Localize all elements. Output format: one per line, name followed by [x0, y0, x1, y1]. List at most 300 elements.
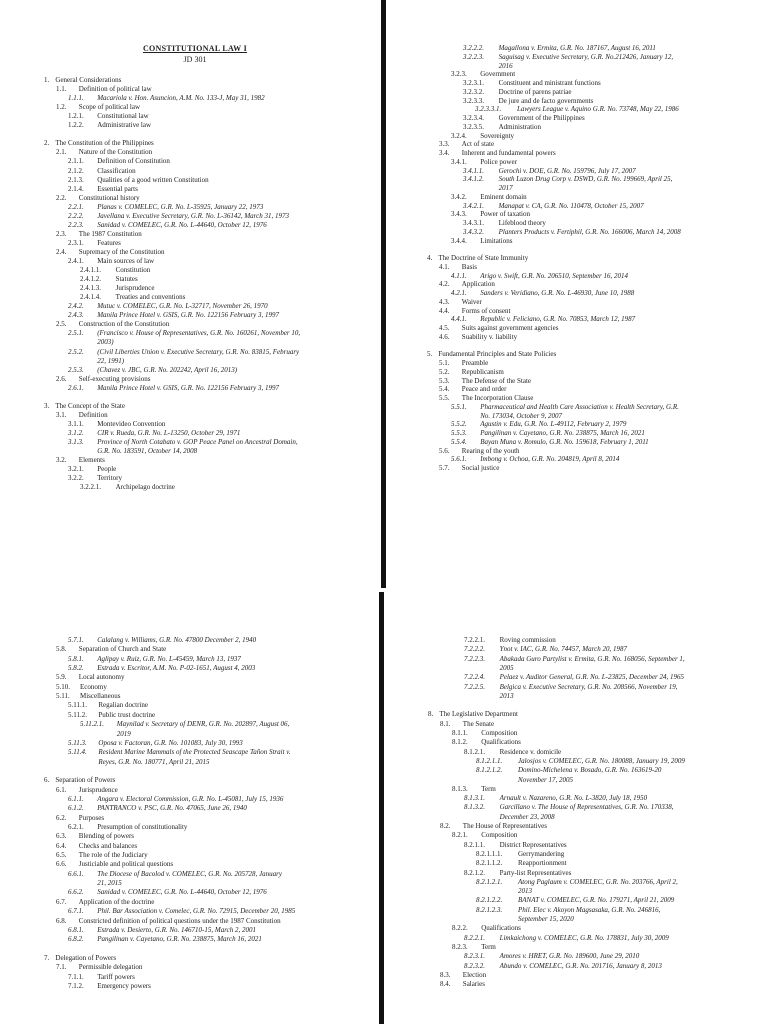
- entry-text: Blending of powers: [78, 832, 135, 841]
- entry-number: 6.1.1.: [68, 794, 84, 803]
- outline-entry: [68, 429, 240, 438]
- entry-number: 7.2.2.5.: [464, 682, 485, 691]
- entry-number: 5.9.: [56, 673, 67, 682]
- entry-text: Composition: [481, 729, 518, 737]
- entry-text: Maynilad v. Secretary of DENR, G.R. No. 202897, August 06,: [116, 720, 290, 729]
- entry-number: 6.1.: [56, 785, 67, 794]
- outline-entry: [439, 377, 531, 386]
- entry-number: 8.2.3.1.: [464, 952, 485, 961]
- entry-number: 3.2.3.3.: [463, 96, 484, 105]
- entry-number: 3.4.1.2.: [463, 175, 484, 184]
- entry-text: Roving commission: [499, 636, 556, 644]
- entry-text: Application of the doctrine: [78, 897, 155, 906]
- entry-number: 1.: [44, 76, 50, 84]
- entry-text: Planas v. COMELEC, G.R. No. L-35925, January 22, 1973: [97, 202, 264, 211]
- entry-text: Rearing of the youth: [461, 446, 520, 455]
- entry-text: Local autonomy: [78, 673, 125, 682]
- entry-text: Arnault v. Nazareno, G.R. No. L-3820, July 18, 1950: [499, 794, 648, 803]
- entry-text: Qualifications: [481, 924, 521, 933]
- outline-entry-continuation: [463, 62, 513, 71]
- outline-entry: [80, 275, 138, 284]
- entry-number: 5.: [427, 350, 433, 359]
- entry-number: 8.1.3.2.: [464, 803, 485, 812]
- entry-number: 2.1.: [56, 148, 67, 157]
- entry-text: Public trust doctrine: [98, 710, 156, 719]
- entry-text: Constitution: [115, 266, 151, 275]
- entry-number: 5.8.2.: [68, 664, 84, 673]
- outline-entry-continuation: [463, 184, 513, 193]
- entry-text: Application: [461, 280, 495, 289]
- entry-number: 5.11.1.: [68, 701, 87, 710]
- entry-number: 5.5.3.: [451, 429, 467, 437]
- entry-text: Bayan Muna v. Romulo, G.R. No. 159618, February 1, 2011: [480, 437, 649, 446]
- entry-number: 8.2.1.2.: [464, 868, 485, 877]
- entry-text: 22, 1991): [97, 356, 125, 365]
- entry-number: 3.4.4.: [451, 236, 467, 245]
- entry-number: 6.2.1.: [68, 823, 84, 831]
- outline-entry: [68, 739, 243, 748]
- entry-number: 7.1.: [56, 963, 67, 972]
- entry-text: Government of the Philippines: [498, 114, 585, 122]
- entry-number: 7.2.2.4.: [464, 673, 485, 682]
- entry-number: 4.2.: [439, 280, 450, 289]
- outline-entry: [68, 239, 121, 248]
- entry-text: Abakada Guro Partylist v. Ermita, G.R. No. 168056, September 1,: [499, 654, 685, 663]
- outline-entry: [440, 980, 485, 989]
- outline-entry: [68, 870, 282, 879]
- entry-number: 2.4.1.3.: [80, 284, 101, 293]
- entry-text: Scope of political law: [78, 103, 141, 112]
- entry-text: Sovereignty: [480, 131, 515, 140]
- outline-entry: [68, 94, 265, 103]
- outline-entry: [451, 237, 512, 246]
- outline-entry: [439, 368, 504, 377]
- outline-spacer: [427, 342, 436, 351]
- entry-text: Nature of the Constitution: [78, 148, 153, 157]
- outline-entry: [68, 311, 279, 320]
- outline-entry: [80, 284, 154, 293]
- entry-number: 7.1.2.: [68, 981, 84, 990]
- entry-text: Jurisprudence: [115, 284, 155, 293]
- entry-number: 5.4.: [439, 385, 450, 394]
- entry-text: Constitutional history: [78, 193, 140, 202]
- entry-number: 6.5.: [56, 851, 67, 860]
- entry-number: 8.1.: [440, 719, 451, 728]
- entry-number: 2.2.3.: [68, 220, 84, 229]
- entry-number: 2.4.: [56, 247, 67, 256]
- outline-entry: [56, 692, 120, 701]
- outline-entry-continuation: [464, 813, 555, 822]
- entry-text: Forms of consent: [461, 306, 511, 315]
- outline-entry: [464, 869, 571, 878]
- outline-entry: [439, 280, 495, 289]
- entry-number: 6.2.: [56, 813, 67, 822]
- outline-entry: [80, 293, 185, 302]
- entry-text: General Considerations: [55, 76, 122, 84]
- entry-text: Purposes: [78, 813, 105, 822]
- entry-text: Inherent and fundamental powers: [461, 149, 556, 157]
- entry-text: PANTRANCO v. PSC, G.R. No. 47065, June 26, 1940: [97, 804, 247, 813]
- entry-text: Pharmaceutical and Health Care Association v. Health Secretary, G.R.: [480, 402, 679, 411]
- entry-number: 3.4.3.2.: [463, 227, 484, 236]
- outline-entry: [68, 701, 148, 710]
- entry-text: Separation of Powers: [55, 776, 116, 785]
- entry-text: Calalang v. Williams, G.R. No. 47800 December 2, 1940: [97, 636, 257, 644]
- entry-number: 7.2.2.3.: [464, 654, 485, 663]
- entry-text: Suability v. liability: [461, 332, 518, 341]
- entry-number: 2.6.1.: [68, 383, 84, 392]
- outline-entry: [68, 973, 135, 982]
- outline-entry: [464, 803, 674, 812]
- outline-entry: [44, 402, 125, 411]
- entry-number: 2.4.3.: [68, 311, 84, 320]
- entry-text: Features: [97, 238, 121, 247]
- outline-entry: [68, 257, 154, 266]
- outline-entry: [68, 384, 279, 393]
- entry-text: 2016: [498, 61, 513, 70]
- entry-text: Waiver: [461, 297, 482, 306]
- entry-text: Pangilinan v. Cayetano, G.R. No. 238875, March 16, 2021: [480, 429, 645, 437]
- outline-entry: [463, 202, 644, 211]
- outline-entry: [439, 464, 499, 473]
- outline-entry: [463, 228, 681, 237]
- entry-number: 7.: [44, 953, 50, 962]
- outline-entry: [68, 438, 298, 447]
- entry-number: 3.3.: [439, 140, 450, 149]
- entry-text: Constricted definition of political questions under the 1987 Constitution: [78, 916, 281, 925]
- entry-number: 1.2.2.: [68, 121, 84, 130]
- entry-text: Miscellaneous: [80, 692, 121, 701]
- entry-text: Atong Paglaum v. COMELEC, G.R. No. 203766, April 2,: [518, 877, 678, 886]
- outline-entry: [56, 194, 140, 203]
- outline-entry: [68, 888, 267, 897]
- outline-entry: [56, 230, 142, 239]
- outline-entry-continuation: [68, 357, 124, 366]
- entry-number: 5.5.2.: [451, 420, 467, 429]
- outline-entry: [439, 307, 510, 316]
- entry-text: Party-list Representatives: [499, 868, 572, 877]
- outline-entry: [463, 167, 636, 176]
- entry-text: Term: [481, 784, 496, 793]
- entry-text: Ynot v. IAC, G.R. No. 74457, March 20, 1987: [499, 645, 627, 654]
- entry-text: Social justice: [461, 464, 500, 472]
- outline-entry: [44, 139, 154, 148]
- entry-number: 3.2.3.5.: [463, 122, 484, 131]
- outline-entry: [68, 212, 289, 221]
- entry-text: Lawyers League v. Aquino G.R. No. 73748, May 22, 1986: [517, 105, 679, 114]
- entry-number: 3.4.3.: [451, 210, 467, 219]
- entry-number: 3.1.2.: [68, 428, 84, 437]
- entry-number: 1.2.1.: [68, 112, 84, 121]
- entry-number: 2.4.1.2.: [80, 275, 101, 284]
- outline-entry: [452, 943, 496, 952]
- entry-text: Saguisag v. Executive Secretary, G.R. No.212426, January 12,: [498, 52, 674, 61]
- entry-text: Pelaez v. Auditor General, G.R. No. L-23825, December 24, 1965: [499, 673, 685, 682]
- outline-entry: [56, 375, 151, 384]
- outline-entry: [56, 320, 169, 329]
- entry-text: Javellana v. Executive Secretary, G.R. No. L-36142, March 31, 1973: [97, 211, 289, 220]
- entry-text: The Incorporation Clause: [461, 394, 534, 402]
- entry-text: The Constitution of the Philippines: [55, 139, 154, 148]
- entry-number: 8.1.3.1.: [464, 794, 485, 803]
- outline-entry: [68, 804, 247, 813]
- outline-entry-continuation: [68, 447, 197, 456]
- entry-number: 4.2.1.: [451, 289, 467, 297]
- entry-number: 8.1.2.1.2.: [476, 766, 503, 775]
- entry-text: Main sources of law: [97, 257, 155, 265]
- outline-entry: [68, 176, 209, 185]
- outline-entry: [464, 636, 556, 645]
- entry-number: 5.11.2.1.: [80, 720, 104, 729]
- entry-text: Qualifications: [481, 738, 521, 747]
- entry-text: Angara v. Electoral Commission, G.R. No. L-45081, July 15, 1936: [97, 794, 284, 803]
- entry-text: Pangilinan v. Cayetano, G.R. No. 238875, March 16, 2021: [97, 935, 262, 944]
- outline-entry: [451, 315, 635, 324]
- entry-text: Act of state: [461, 140, 495, 149]
- entry-number: 6.4.: [56, 841, 67, 850]
- entry-text: Eminent domain: [480, 192, 527, 201]
- entry-number: 8.3.: [440, 970, 451, 979]
- entry-text: Resident Marine Mammals of the Protected Seascape Tañon Strait v.: [98, 748, 291, 757]
- entry-text: Police power: [480, 157, 517, 166]
- entry-text: Checks and balances: [78, 841, 138, 850]
- entry-text: The House of Representatives: [462, 822, 547, 830]
- outline-entry: [464, 673, 684, 682]
- outline-entry: [56, 814, 104, 823]
- outline-entry: [463, 88, 571, 97]
- outline-entry: [439, 140, 494, 149]
- entry-text: Domino-Michelena v. Bosado, G.R. No. 163619-20: [518, 766, 662, 775]
- outline-entry: [452, 924, 521, 933]
- entry-number: 2.2.1.: [68, 202, 84, 211]
- outline-entry: [68, 366, 237, 375]
- entry-number: 6.8.2.: [68, 935, 84, 944]
- outline-entry: [451, 272, 628, 281]
- entry-text: The Diocese of Bacolod v. COMELEC, G.R. No. 205728, January: [97, 869, 282, 878]
- entry-number: 8.: [428, 710, 434, 719]
- entry-text: 2013: [499, 691, 514, 700]
- entry-text: Macariola v. Hon. Asuncion, A.M. No. 133-J, May 31, 1982: [97, 94, 265, 103]
- outline-entry: [463, 53, 673, 62]
- entry-text: No. 173034, October 9, 2007: [480, 411, 563, 420]
- entry-number: 5.1.: [439, 359, 450, 367]
- entry-text: Magallona v. Ermita, G.R. No. 187167, August 16, 2011: [498, 44, 656, 52]
- outline-entry: [68, 167, 136, 176]
- entry-text: Tariff powers: [97, 972, 135, 981]
- entry-text: Amores v. HRET, G.R. No. 189600, June 29, 2010: [499, 952, 640, 961]
- entry-text: Administrative law: [97, 121, 152, 130]
- entry-text: De jure and de facto governments: [498, 96, 594, 105]
- entry-text: Montevideo Convention: [97, 419, 166, 428]
- entry-text: Treaties and conventions: [115, 293, 186, 302]
- outline-entry: [439, 333, 517, 342]
- entry-number: 1.1.: [56, 85, 67, 94]
- outline-entry: [68, 302, 268, 311]
- outline-spacer: [44, 767, 53, 776]
- entry-text: Garcillano v. The House of Representatives, G.R. No. 170338,: [499, 803, 674, 812]
- outline-entry-continuation: [68, 758, 209, 767]
- entry-text: Estrada v. Desierto, G.R. No. 146710-15, March 2, 2001: [97, 925, 257, 934]
- outline-entry: [463, 123, 541, 132]
- entry-text: Gerochi v. DOE, G.R. No. 159796, July 17, 2007: [498, 166, 636, 175]
- entry-text: 2013: [518, 887, 532, 896]
- outline-spacer: [427, 245, 436, 254]
- outline-entry: [439, 359, 488, 368]
- outline-entry: [439, 149, 556, 158]
- entry-text: Reyes, G.R. No. 180771, April 21, 2015: [98, 757, 210, 766]
- entry-number: 6.8.1.: [68, 925, 84, 934]
- entry-number: 3.4.2.: [451, 192, 467, 201]
- outline-entry-continuation: [464, 692, 514, 701]
- entry-number: 5.6.1.: [451, 455, 467, 464]
- entry-text: Estrada v. Escritor, A.M. No. P-02-1651, August 4, 2003: [97, 664, 256, 673]
- entry-text: Aglipay v. Ruiz, G.R. No. L-45459, March 13, 1937: [97, 654, 241, 663]
- outline-spacer: [44, 130, 53, 139]
- entry-number: 8.1.3.: [452, 784, 468, 793]
- entry-number: 6.: [44, 776, 50, 785]
- outline-spacer: [44, 393, 53, 402]
- entry-text: Manila Prince Hotel v. GSIS, G.R. No. 122156 February 3, 1997: [97, 311, 280, 320]
- outline-entry: [451, 132, 514, 141]
- entry-number: 2.4.1.1.: [80, 266, 101, 275]
- outline-entry: [68, 112, 149, 121]
- outline-entry: [56, 673, 124, 682]
- outline-entry: [68, 121, 151, 130]
- entry-text: Peace and order: [461, 385, 507, 394]
- outline-entry: [68, 982, 151, 991]
- entry-text: Definition of political law: [78, 85, 152, 94]
- outline-entry: [463, 44, 656, 53]
- entry-number: 2.: [44, 139, 50, 148]
- entry-text: Permissible delegation: [78, 963, 143, 972]
- entry-text: Composition: [481, 831, 518, 840]
- entry-number: 6.7.1.: [68, 907, 84, 916]
- entry-number: 5.11.2.: [68, 710, 87, 719]
- entry-text: Separation of Church and State: [78, 645, 167, 654]
- entry-number: 2.2.2.: [68, 211, 84, 220]
- entry-text: Regalian doctrine: [98, 701, 148, 710]
- entry-number: 8.1.2.: [452, 738, 468, 747]
- entry-number: 5.11.4.: [68, 748, 87, 757]
- outline-entry-continuation: [451, 412, 562, 421]
- outline-entry: [68, 664, 255, 673]
- entry-number: 8.2.3.: [452, 942, 468, 951]
- outline-entry: [56, 786, 118, 795]
- entry-text: The Concept of the State: [55, 401, 125, 410]
- entry-number: 5.10.: [56, 682, 70, 691]
- entry-number: 4.6.: [439, 332, 450, 341]
- outline-entry: [439, 298, 482, 307]
- entry-text: Economy: [80, 682, 107, 691]
- entry-text: Limkaichong v. COMELEC, G.R. No. 178831, July 30, 2009: [499, 933, 669, 942]
- entry-text: Gerrymandering: [518, 849, 565, 858]
- entry-text: 2003): [97, 338, 114, 347]
- entry-text: Definition: [78, 410, 108, 419]
- entry-number: 6.3.: [56, 832, 67, 841]
- outline-entry: [464, 934, 669, 943]
- outline-entry: [464, 748, 561, 757]
- entry-text: The 1987 Constitution: [78, 229, 142, 238]
- entry-number: 2.6.: [56, 374, 67, 383]
- outline-entry: [56, 683, 107, 692]
- entry-number: 3.4.2.1.: [463, 201, 484, 210]
- entry-number: 6.7.: [56, 897, 67, 906]
- outline-entry: [451, 438, 649, 447]
- entry-number: 3.2.3.1.: [463, 79, 484, 87]
- entry-text: 2019: [116, 729, 131, 738]
- entry-text: South Luzon Drug Corp v. DSWD, G.R. No. 199669, April 25,: [498, 175, 673, 184]
- entry-number: 3.2.3.3.1.: [475, 105, 502, 114]
- entry-number: 8.4.: [440, 980, 451, 989]
- outline-entry: [80, 266, 150, 275]
- entry-number: 1.1.1.: [68, 94, 84, 103]
- outline-entry: [428, 710, 518, 719]
- entry-text: Limitations: [480, 236, 513, 245]
- outline-entry: [452, 729, 517, 738]
- entry-number: 8.2.2.1.: [464, 933, 485, 942]
- outline-entry: [56, 85, 152, 94]
- entry-text: The Defense of the State: [461, 376, 531, 385]
- outline-entry: [464, 794, 647, 803]
- entry-number: 5.8.1.: [68, 654, 84, 663]
- outline-entry: [439, 324, 558, 333]
- entry-text: Reapportionment: [518, 859, 567, 868]
- entry-text: December 23, 2008: [499, 812, 555, 821]
- entry-number: 3.2.2.3.: [463, 52, 484, 61]
- outline-entry: [451, 210, 530, 219]
- entry-text: District Representatives: [499, 840, 567, 849]
- entry-text: Planters Products v. Fertiphil, G.R. No. 166006, March 14, 2008: [498, 227, 681, 236]
- entry-text: Jurisprudence: [78, 785, 118, 794]
- outline-entry: [68, 655, 241, 664]
- outline-entry: [68, 636, 256, 645]
- entry-number: 7.2.2.1.: [464, 636, 485, 644]
- outline-entry: [68, 935, 262, 944]
- entry-number: 8.2.2.: [452, 924, 468, 933]
- outline-entry: [68, 157, 170, 166]
- outline-entry: [475, 105, 679, 114]
- outline-entry: [464, 962, 662, 971]
- entry-number: 2.5.3.: [68, 365, 84, 374]
- outline-entry: [451, 158, 517, 167]
- entry-text: 2005: [499, 663, 514, 672]
- outline-entry: [68, 420, 165, 429]
- entry-text: Construction of the Constitution: [78, 320, 170, 329]
- outline-entry-continuation: [476, 915, 574, 924]
- entry-number: 3.2.4.: [451, 131, 467, 140]
- entry-text: Definition of Constitution: [97, 157, 170, 166]
- outline-entry: [427, 254, 528, 263]
- outline-entry: [56, 645, 166, 654]
- entry-text: Province of North Cotabato v. GOP Peace Panel on Ancestral Domain,: [97, 438, 298, 446]
- entry-number: 5.11.: [56, 692, 70, 701]
- page-bottom-right: [384, 594, 768, 1024]
- entry-number: 7.1.1.: [68, 972, 84, 981]
- entry-text: BANAT v. COMELEC, G.R. No. 179271, April 21, 2009: [518, 896, 675, 905]
- entry-text: Term: [481, 942, 496, 951]
- entry-text: Territory: [97, 474, 122, 483]
- entry-text: Suits against government agencies: [461, 324, 559, 332]
- entry-text: Archipelago doctrine: [115, 483, 175, 492]
- entry-text: The Legislative Department: [439, 710, 518, 719]
- outline-entry: [464, 645, 627, 654]
- entry-text: Lifeblood theory: [498, 219, 546, 227]
- entry-text: September 15, 2020: [518, 915, 574, 923]
- entry-number: 5.8.: [56, 645, 67, 654]
- entry-number: 3.2.3.: [451, 70, 467, 79]
- entry-text: Manapat v. CA, G.R. No. 110478, October 15, 2007: [498, 201, 644, 210]
- outline-entry: [56, 832, 134, 841]
